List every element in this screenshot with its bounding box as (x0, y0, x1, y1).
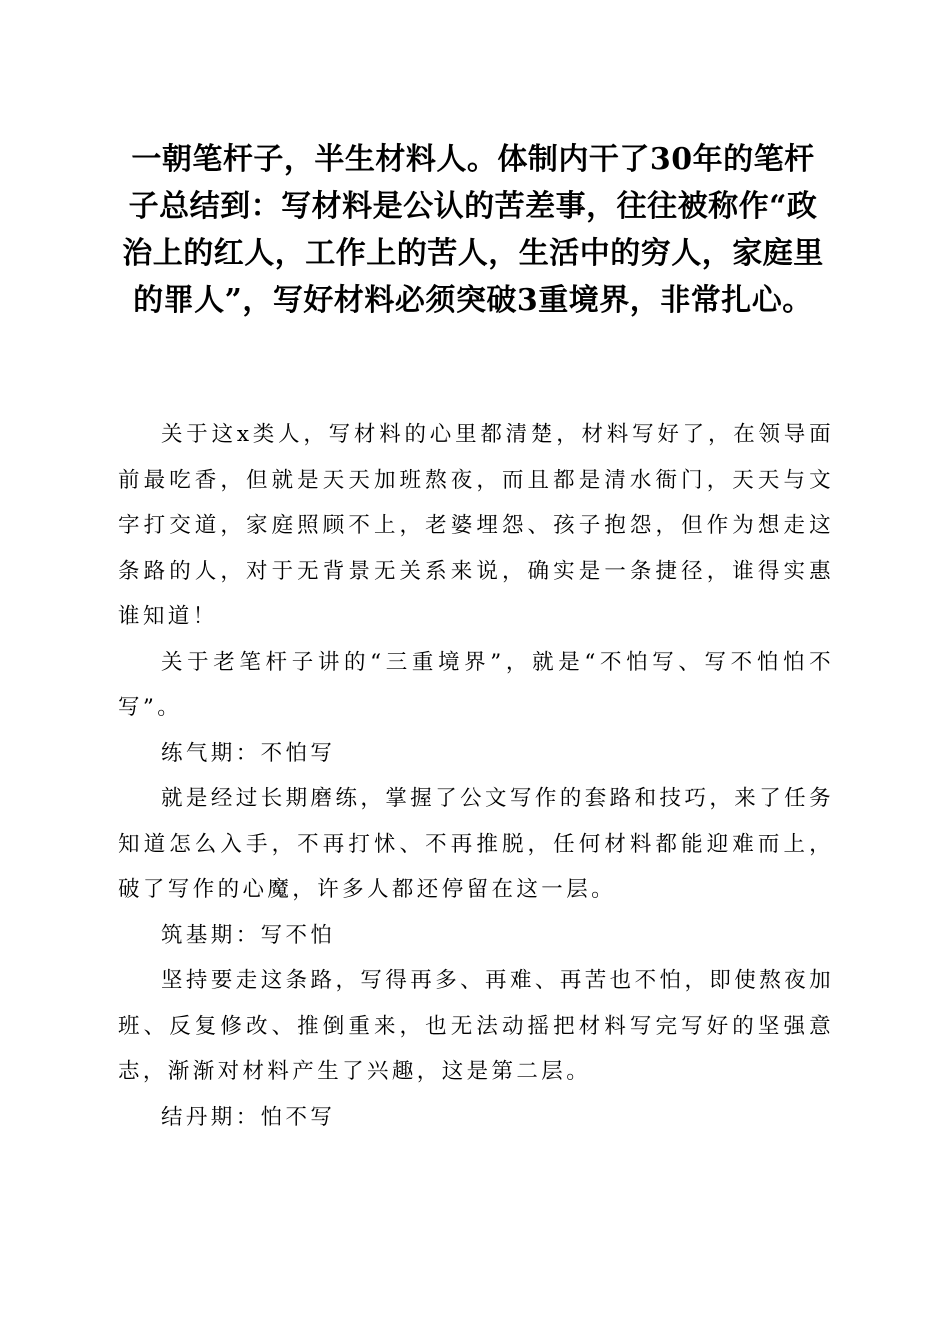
article-title: 一朝笔杆子，半生材料人。体制内干了30年的笔杆子总结到：写材料是公认的苦差事，往往被称作“政治上的红人，工作上的苦人，生活中的穷人，家庭里的罪人”，写好材料必须突破3重境界，非常扎心。 (122, 142, 824, 318)
paragraph-stage-1: 就是经过长期磨练，掌握了公文写作的套路和技巧，来了任务知道怎么入手，不再打怵、不再推脱，任何材料都能迎难而上，破了写作的心魔，许多人都还停留在这一层。 (118, 786, 834, 902)
article-body (118, 412, 834, 1140)
heading-stage-1: 练气期：不怕写 (161, 740, 336, 766)
heading-stage-2: 筑基期：写不怕 (161, 922, 336, 948)
heading-stage-3: 结丹期：怕不写 (161, 1104, 336, 1130)
paragraph-stage-2: 坚持要走这条路，写得再多、再难、再苦也不怕，即使熬夜加班、反复修改、推倒重来，也无法动摇把材料写完写好的坚强意志，渐渐对材料产生了兴趣，这是第二层。 (118, 968, 834, 1084)
paragraph-three-realms: 关于老笔杆子讲的“三重境界”，就是“不怕写、写不怕怕不写”。 (118, 649, 834, 720)
paragraph-intro: 关于这x类人，写材料的心里都清楚，材料写好了，在领导面前最吃香，但就是天天加班熬夜，而且都是清水衙门，天天与文字打交道，家庭照顾不上，老婆埋怨、孩子抱怨，但作为想走这条路的人，对于无背景无关系来说，确实是一条捷径，谁得实惠谁知道！ (118, 422, 834, 629)
